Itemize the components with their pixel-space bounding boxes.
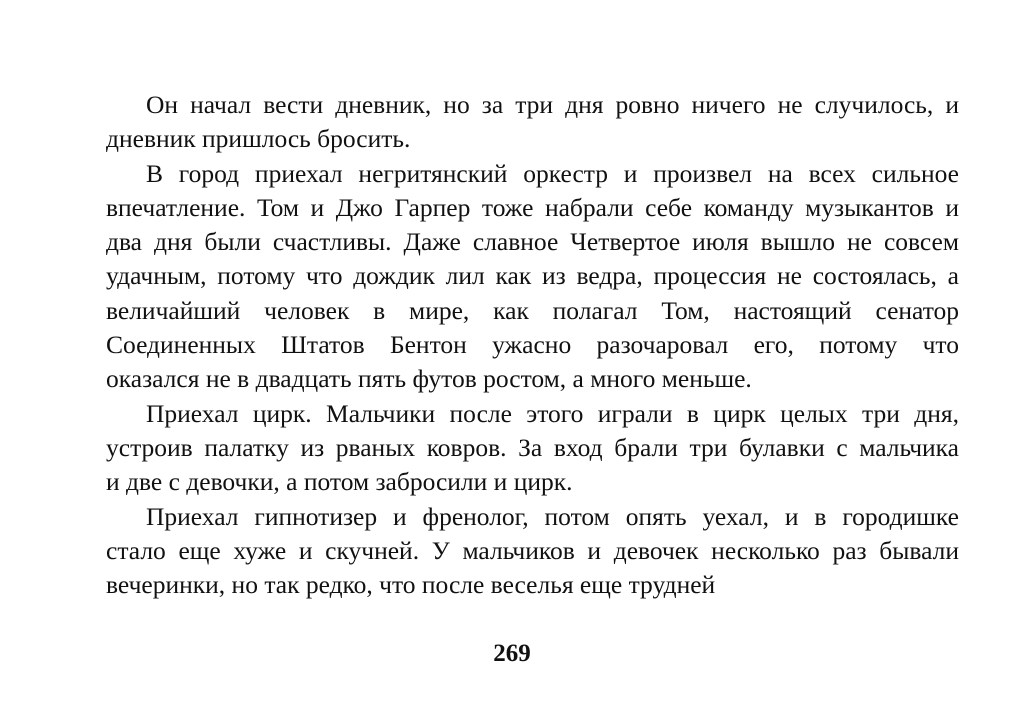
text-line: Приехал гипнотизер и френолог, потом опять уехал, и в городишке: [146, 501, 959, 531]
text-line: впечатление. Том и Джо Гарпер тоже набрали себе команду музыкантов и: [106, 192, 959, 222]
paragraph-2: [66, 157, 959, 397]
text-line: и две с девочки, а потом забросили и цирк.: [106, 467, 573, 497]
text-line: вечеринки, но так редко, что после веселья еще трудней: [106, 570, 716, 600]
paragraph-4: [66, 500, 959, 603]
text-line: дневник пришлось бросить.: [106, 124, 411, 154]
text-line: устроив палатку из рваных ковров. За вход брали три булавки с мальчика: [106, 432, 959, 462]
text-line: удачным, потому что дождик лил как из ведра, процессия не состоялась, а: [106, 261, 959, 291]
text-line: Соединенных Штатов Бентон ужасно разочаровал его, потому что: [106, 330, 959, 360]
text-line: стало еще хуже и скучней. У мальчиков и девочек несколько раз бывали: [106, 535, 959, 565]
paragraph-1: [66, 88, 959, 157]
body-text: [66, 88, 959, 602]
text-line: В город приехал негритянский оркестр и произвел на всех сильное: [146, 158, 959, 188]
text-line: оказался не в двадцать пять футов ростом, а много меньше.: [106, 364, 752, 394]
text-line: Приехал цирк. Мальчики после этого играли в цирк целых три дня,: [146, 398, 959, 428]
paragraph-3: [66, 397, 959, 500]
text-line: два дня были счастливы. Даже славное Четвертое июля вышло не совсем: [106, 227, 959, 257]
text-line: величайший человек в мире, как полагал Том, настоящий сенатор: [106, 295, 959, 325]
page-number: 269: [493, 640, 531, 667]
text-line: Он начал вести дневник, но за три дня ровно ничего не случилось, и: [146, 90, 959, 119]
